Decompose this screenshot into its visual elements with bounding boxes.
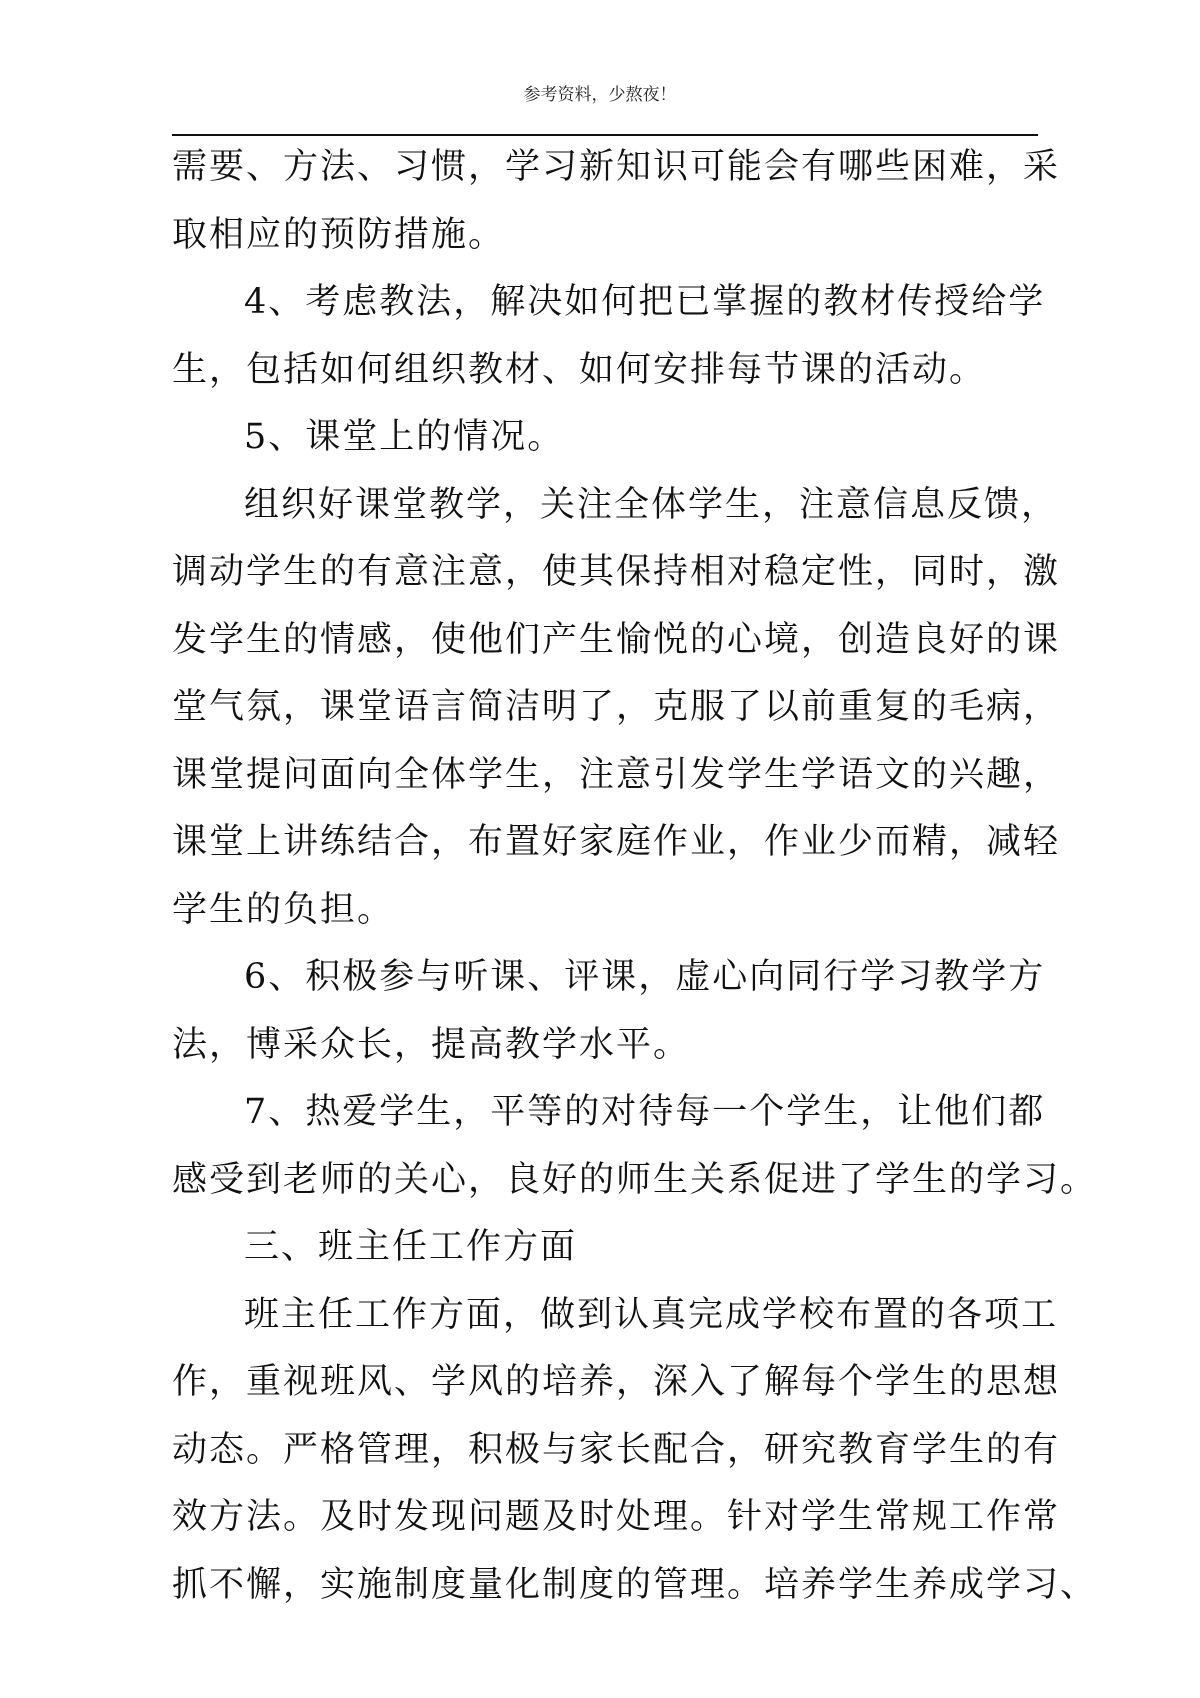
text-line: 发学生的情感，使他们产生愉悦的心境，创造良好的课	[172, 619, 1061, 660]
text-line: 效方法。及时发现问题及时处理。针对学生常规工作常	[172, 1497, 1061, 1537]
text-line: 动态。严格管理，积极与家长配合，研究教育学生的有	[172, 1429, 1061, 1470]
text-line: 课堂提问面向全体学生，注意引发学生学语文的兴趣，	[172, 754, 1061, 795]
page-header: 参考资料，少熬夜！	[523, 85, 677, 105]
text-line: 学生的负担。	[172, 889, 395, 930]
text-line: 抓不懈，实施制度量化制度的管理。培养学生养成学习、	[172, 1564, 1098, 1605]
text-line: 5、课堂上的情况。	[244, 417, 565, 457]
text-line: 需要、方法、习惯，学习新知识可能会有哪些困难，采	[172, 147, 1061, 187]
text-line: 组织好课堂教学，关注全体学生，注意信息反馈，	[244, 484, 1059, 525]
text-line: 作，重视班风、学风的培养，深入了解每个学生的思想	[172, 1362, 1061, 1402]
text-line: 班主任工作方面，做到认真完成学校布置的各项工	[244, 1294, 1059, 1335]
text-line: 6、积极参与听课、评课，虚心向同行学习教学方	[244, 957, 1046, 997]
text-line: 取相应的预防措施。	[172, 214, 506, 255]
text-line: 调动学生的有意注意，使其保持相对稳定性，同时，激	[172, 552, 1061, 592]
text-line: 4、考虑教法，解决如何把已掌握的教材传授给学	[244, 282, 1046, 322]
section-heading: 三、班主任工作方面	[244, 1227, 578, 1267]
text-line: 课堂上讲练结合，布置好家庭作业，作业少而精，减轻	[172, 822, 1061, 862]
document-body	[172, 134, 1098, 1619]
text-line: 7、热爱学生，平等的对待每一个学生，让他们都	[244, 1092, 1046, 1132]
text-line: 法，博采众长，提高教学水平。	[172, 1024, 691, 1065]
text-line: 堂气氛，课堂语言简洁明了，克服了以前重复的毛病，	[172, 687, 1061, 727]
text-line: 感受到老师的关心，良好的师生关系促进了学生的学习。	[172, 1159, 1098, 1200]
text-line: 生，包括如何组织教材、如何安排每节课的活动。	[172, 349, 987, 390]
